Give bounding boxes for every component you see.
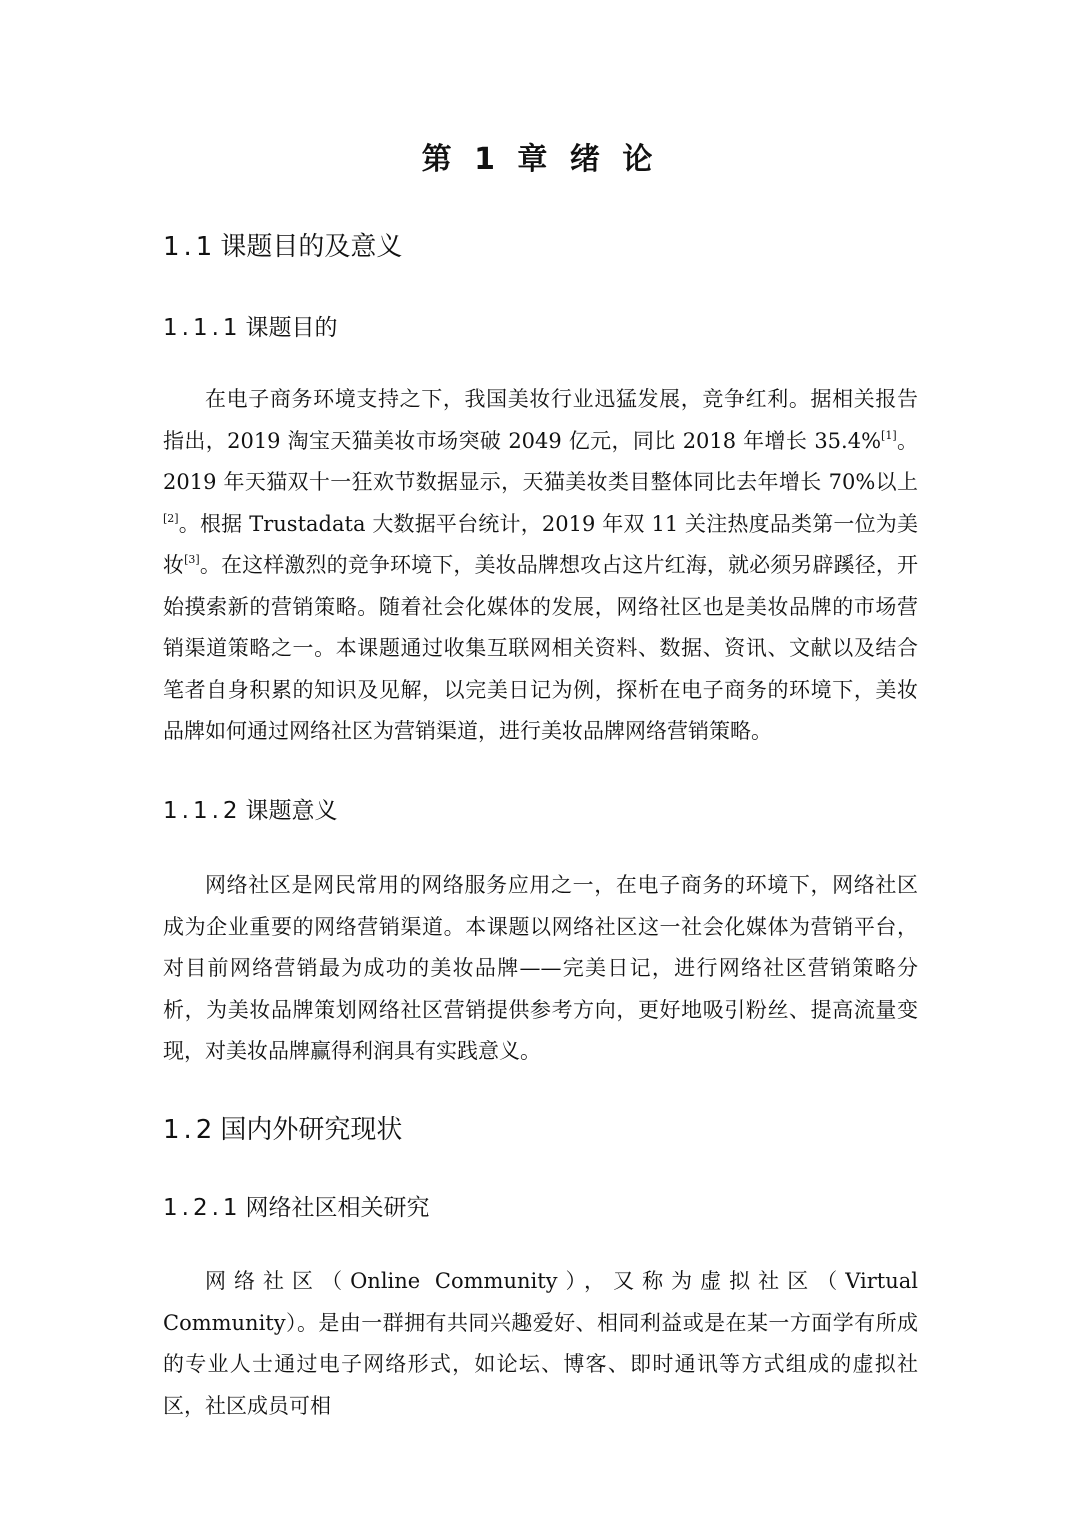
- section-heading-1-2-1: [163, 1191, 430, 1225]
- section-heading-1-1-2: [163, 794, 338, 828]
- section-heading-1-1-1: [163, 311, 338, 345]
- text-run: 。2019 年天猫双十一狂欢节数据显示，天猫美妆类目整体同比去年增长 70%以上: [163, 428, 919, 494]
- section-title: 国内外研究现状: [220, 1115, 403, 1145]
- section-heading-1-1: [163, 229, 402, 265]
- section-title: 课题意义: [245, 798, 338, 824]
- text-run: 。根据 Trustadata 大数据平台统计，2019 年双 11 关注热度品类第一位为美妆: [163, 511, 918, 577]
- citation-2: [2]: [163, 511, 179, 525]
- paragraph-online-community: 网络社区（Online Community），又称为虚拟社区（Virtual Community）。是由一群拥有共同兴趣爱好、相同利益或是在某一方面学有所成的专业人士通过电子网络形式，如论坛、博客、即时通讯等方式组成的虚拟社区，社区成员可相: [163, 1269, 918, 1418]
- section-title: 课题目的: [245, 315, 338, 341]
- section-heading-1-2: [163, 1112, 402, 1148]
- citation-3: [3]: [184, 553, 200, 566]
- text-run: 。在这样激烈的竞争环境下，美妆品牌想攻占这片红海，就必须另辟蹊径，开始摸索新的营销策略。随着社会化媒体的发展，网络社区也是美妆品牌的市场营销渠道策略之一。本课题通过收集互联网相关资料、数据、资讯、文献以及结合笔者自身积累的知识及见解，以完美日记为例，探析在电子商务的环境下，美妆品牌如何通过网络社区为营销渠道，进行美妆品牌网络营销策略。: [163, 553, 919, 743]
- paragraph-research-purpose: [163, 379, 918, 753]
- section-title: 课题目的及意义: [220, 232, 403, 262]
- section-title: 网络社区相关研究: [245, 1195, 430, 1221]
- section-number: 1.1.1: [163, 315, 242, 341]
- text-run: 在电子商务环境支持之下，我国美妆行业迅猛发展，竞争红利。据相关报告指出，2019 淘宝天猫美妆市场突破 2049 亿元，同比 2018 年增长 35.4%: [163, 387, 918, 453]
- section-number: 1.1.2: [163, 798, 242, 824]
- section-number: 1.2.1: [163, 1195, 242, 1221]
- section-number: 1.2: [163, 1115, 217, 1145]
- paragraph-research-significance: 网络社区是网民常用的网络服务应用之一，在电子商务的环境下，网络社区成为企业重要的网络营销渠道。本课题以网络社区这一社会化媒体为营销平台，对目前网络营销最为成功的美妆品牌——完美日记，进行网络社区营销策略分析，为美妆品牌策划网络社区营销提供参考方向，更好地吸引粉丝、提高流量变现，对美妆品牌赢得利润具有实践意义。: [163, 873, 918, 1063]
- section-number: 1.1: [163, 232, 217, 262]
- citation-1: [1]: [881, 428, 897, 442]
- chapter-title: 第 1 章 绪 论: [421, 142, 659, 177]
